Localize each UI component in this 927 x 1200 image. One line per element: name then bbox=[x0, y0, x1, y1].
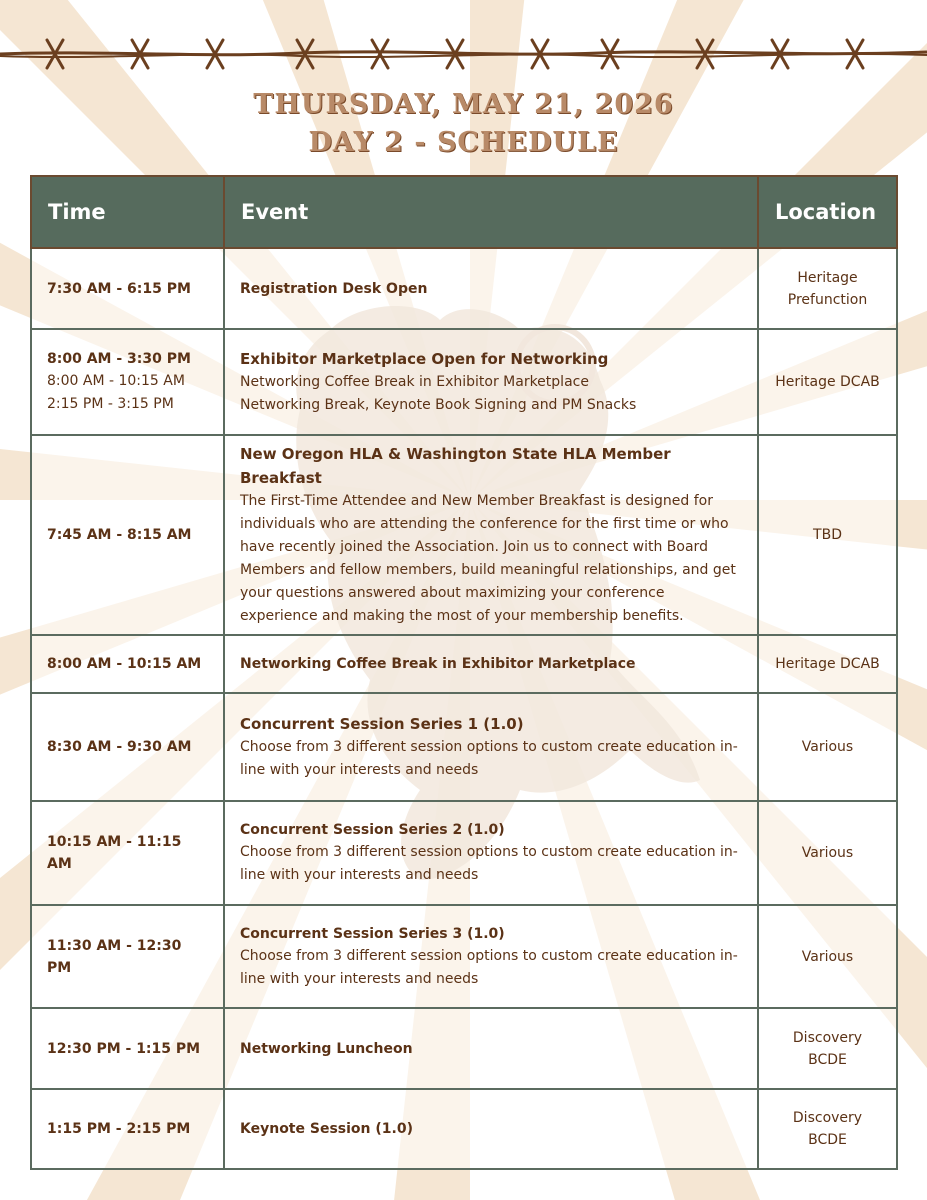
table-row bbox=[31, 693, 897, 801]
time-main: 8:30 AM - 9:30 AM bbox=[47, 739, 192, 755]
time-main: 8:00 AM - 10:15 AM bbox=[47, 656, 202, 672]
table-header-row bbox=[31, 176, 897, 248]
time-main: 1:15 PM - 2:15 PM bbox=[47, 1121, 191, 1137]
table-row bbox=[31, 435, 897, 635]
event-description: Choose from 3 different session options to custom create education in-line with your interests and needs bbox=[240, 844, 738, 883]
time-main: 12:30 PM - 1:15 PM bbox=[47, 1040, 201, 1057]
event-cell bbox=[224, 905, 758, 1008]
location-cell: Discovery BCDE bbox=[758, 1089, 897, 1169]
event-title: Concurrent Session Series 3 (1.0) bbox=[240, 925, 505, 942]
location-cell: Various bbox=[758, 905, 897, 1008]
location-cell: TBD bbox=[758, 435, 897, 635]
time-main: 7:45 AM - 8:15 AM bbox=[47, 527, 192, 543]
time-sub: 8:00 AM - 10:15 AM bbox=[47, 373, 185, 389]
time-cell bbox=[31, 801, 224, 905]
header-location: Location bbox=[758, 176, 897, 248]
event-line: Networking Break, Keynote Book Signing and PM Snacks bbox=[240, 397, 637, 413]
location-cell: Heritage Prefunction bbox=[758, 248, 897, 329]
table-row bbox=[31, 329, 897, 435]
time-cell bbox=[31, 635, 224, 693]
table-row bbox=[31, 635, 897, 693]
time-cell bbox=[31, 905, 224, 1008]
event-title: Registration Desk Open bbox=[240, 280, 428, 297]
table-row bbox=[31, 248, 897, 329]
event-cell bbox=[224, 435, 758, 635]
table-row bbox=[31, 905, 897, 1008]
barbed-wire-icon bbox=[0, 20, 927, 90]
event-description: The First-Time Attendee and New Member Breakfast is designed for individuals who are attending the conference for the first time or who have recently joined the Association. Join us to connect with Board Members and fellow members, build meaningful relationships, and get your questions answered about maximizing your conference experience and making the most of your membership benefits. bbox=[240, 493, 736, 624]
location-cell: Heritage DCAB bbox=[758, 635, 897, 693]
time-main: 8:00 AM - 3:30 PM bbox=[47, 351, 191, 367]
event-title: Concurrent Session Series 2 (1.0) bbox=[240, 822, 505, 838]
title-date: THURSDAY, MAY 21, 2026 bbox=[253, 89, 674, 120]
page-title bbox=[0, 86, 927, 162]
event-description: Choose from 3 different session options to custom create education in-line with your interests and needs bbox=[240, 739, 738, 778]
location-cell: Various bbox=[758, 801, 897, 905]
time-main: 10:15 AM - 11:15 AM bbox=[47, 834, 182, 872]
location-cell: Various bbox=[758, 693, 897, 801]
event-description: Choose from 3 different session options to custom create education in-line with your interests and needs bbox=[240, 947, 738, 987]
event-cell bbox=[224, 329, 758, 435]
time-sub: 2:15 PM - 3:15 PM bbox=[47, 396, 174, 412]
event-title: Keynote Session (1.0) bbox=[240, 1121, 413, 1137]
event-title: Networking Luncheon bbox=[240, 1040, 413, 1057]
event-title: Exhibitor Marketplace Open for Networking bbox=[240, 350, 609, 368]
event-title: New Oregon HLA & Washington State HLA Member Breakfast bbox=[240, 445, 671, 487]
event-line: Networking Coffee Break in Exhibitor Marketplace bbox=[240, 374, 589, 390]
event-cell bbox=[224, 1089, 758, 1169]
time-cell bbox=[31, 248, 224, 329]
header-time: Time bbox=[31, 176, 224, 248]
location-cell: Heritage DCAB bbox=[758, 329, 897, 435]
title-subtitle: DAY 2 - SCHEDULE bbox=[308, 127, 619, 158]
header-event: Event bbox=[224, 176, 758, 248]
table-row bbox=[31, 801, 897, 905]
time-cell bbox=[31, 1008, 224, 1089]
table-row bbox=[31, 1089, 897, 1169]
event-cell bbox=[224, 248, 758, 329]
event-cell bbox=[224, 693, 758, 801]
time-cell bbox=[31, 435, 224, 635]
location-cell: Discovery BCDE bbox=[758, 1008, 897, 1089]
time-main: 7:30 AM - 6:15 PM bbox=[47, 280, 191, 297]
schedule-table bbox=[30, 175, 898, 1170]
time-cell bbox=[31, 693, 224, 801]
table-row bbox=[31, 1008, 897, 1089]
event-title: Networking Coffee Break in Exhibitor Marketplace bbox=[240, 656, 636, 672]
time-main: 11:30 AM - 12:30 PM bbox=[47, 937, 182, 976]
event-cell bbox=[224, 801, 758, 905]
event-title: Concurrent Session Series 1 (1.0) bbox=[240, 715, 524, 733]
time-cell bbox=[31, 329, 224, 435]
time-cell bbox=[31, 1089, 224, 1169]
event-cell bbox=[224, 1008, 758, 1089]
event-cell bbox=[224, 635, 758, 693]
